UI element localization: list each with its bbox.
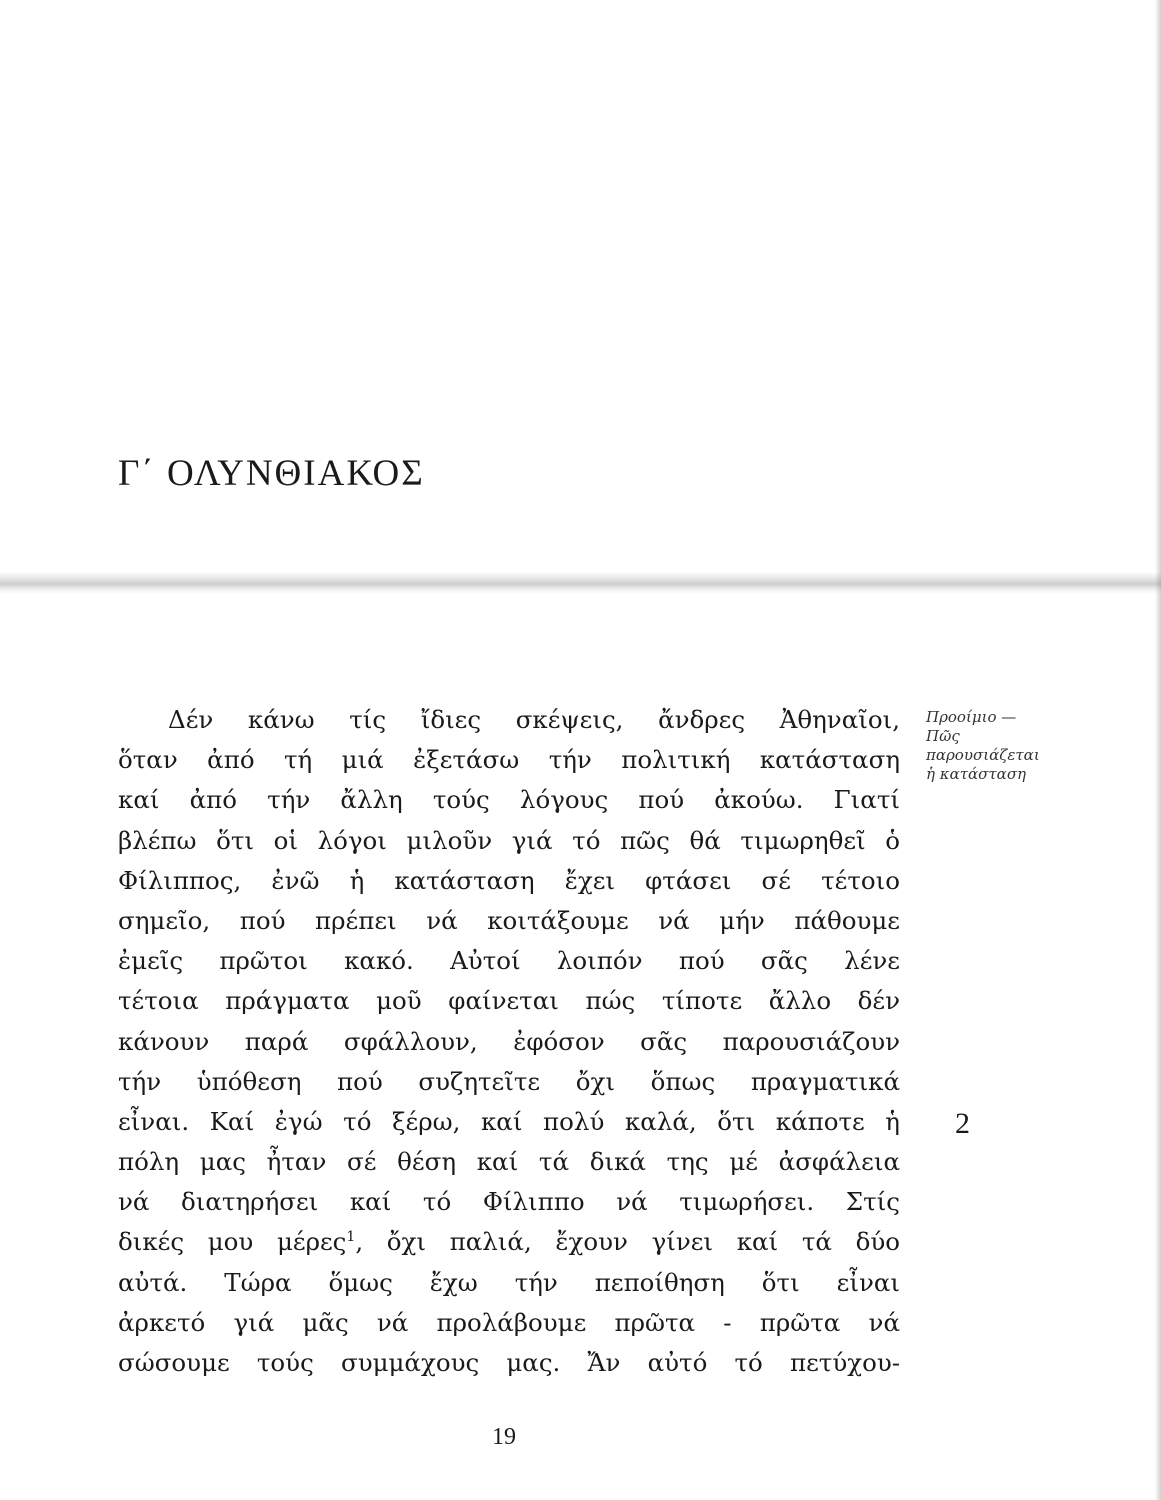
text-line: ὅταν ἀπό τή μιά ἐξετάσω τήν πολιτική κατάσταση xyxy=(118,745,900,775)
text-segment: δικές μου μέρες xyxy=(118,1227,347,1257)
page-edge-shadow xyxy=(1155,0,1161,1500)
text-line: πόλη μας ἦταν σέ θέση καί τά δικά της μέ ἀσφάλεια xyxy=(118,1147,900,1177)
text-segment: , ὄχι παλιά, ἔχουν γίνει καί τά δύο xyxy=(355,1227,900,1257)
text-line: Φίλιππος, ἐνῶ ἡ κατάσταση ἔχει φτάσει σέ τέτοιο xyxy=(118,865,900,895)
text-line-with-footnote xyxy=(118,1222,900,1262)
margin-note-line: Προοίμιο — xyxy=(926,708,1017,726)
text-line: νά διατηρήσει καί τό Φίλιππο νά τιμωρήσει. Στίς xyxy=(118,1187,900,1217)
margin-note-line: Πῶς xyxy=(926,727,960,745)
text-line: αὐτά. Τώρα ὅμως ἔχω τήν πεποίθηση ὅτι εἶναι xyxy=(118,1267,900,1297)
text-line: βλέπω ὅτι οἱ λόγοι μιλοῦν γιά τό πῶς θά τιμωρηθεῖ ὁ xyxy=(118,825,900,855)
text-line: κάνουν παρά σφάλλουν, ἐφόσον σᾶς παρουσιάζουν xyxy=(118,1026,900,1056)
margin-note-line: ἡ κατάσταση xyxy=(926,765,1027,783)
margin-note-line: παρουσιάζεται xyxy=(926,746,1040,764)
text-line: τήν ὑπόθεση πού συζητεῖτε ὄχι ὅπως πραγματικά xyxy=(118,1066,900,1096)
chapter-title: Γ΄ ΟΛΥΝΘΙΑΚΟΣ xyxy=(118,453,425,494)
footnote-marker[interactable]: 1 xyxy=(346,1229,356,1246)
section-number: 2 xyxy=(955,1107,970,1140)
body-paragraph xyxy=(118,700,900,1383)
text-line: καί ἀπό τήν ἄλλη τούς λόγους πού ἀκούω. Γιατί xyxy=(118,785,900,815)
margin-note xyxy=(926,708,1066,784)
text-line: εἶναι. Καί ἐγώ τό ξέρω, καί πολύ καλά, ὅτι κάποτε ἡ xyxy=(118,1106,900,1136)
text-line: ἀρκετό γιά μᾶς νά προλάβουμε πρῶτα - πρῶτα νά xyxy=(118,1307,900,1337)
page-number: 19 xyxy=(492,1424,516,1450)
text-line: σώσουμε τούς συμμάχους μας. Ἄν αὐτό τό πετύχου- xyxy=(118,1348,900,1377)
text-line: ἐμεῖς πρῶτοι κακό. Αὐτοί λοιπόν πού σᾶς λένε xyxy=(118,946,900,976)
text-line: σημεῖο, πού πρέπει νά κοιτάξουμε νά μήν πάθουμε xyxy=(118,905,900,935)
text-line: τέτοια πράγματα μοῦ φαίνεται πώς τίποτε ἄλλο δέν xyxy=(118,986,900,1016)
scan-shadow-band xyxy=(0,572,1161,594)
text-line: Δέν κάνω τίς ἴδιες σκέψεις, ἄνδρες Ἀθηναῖοι, xyxy=(168,705,900,734)
